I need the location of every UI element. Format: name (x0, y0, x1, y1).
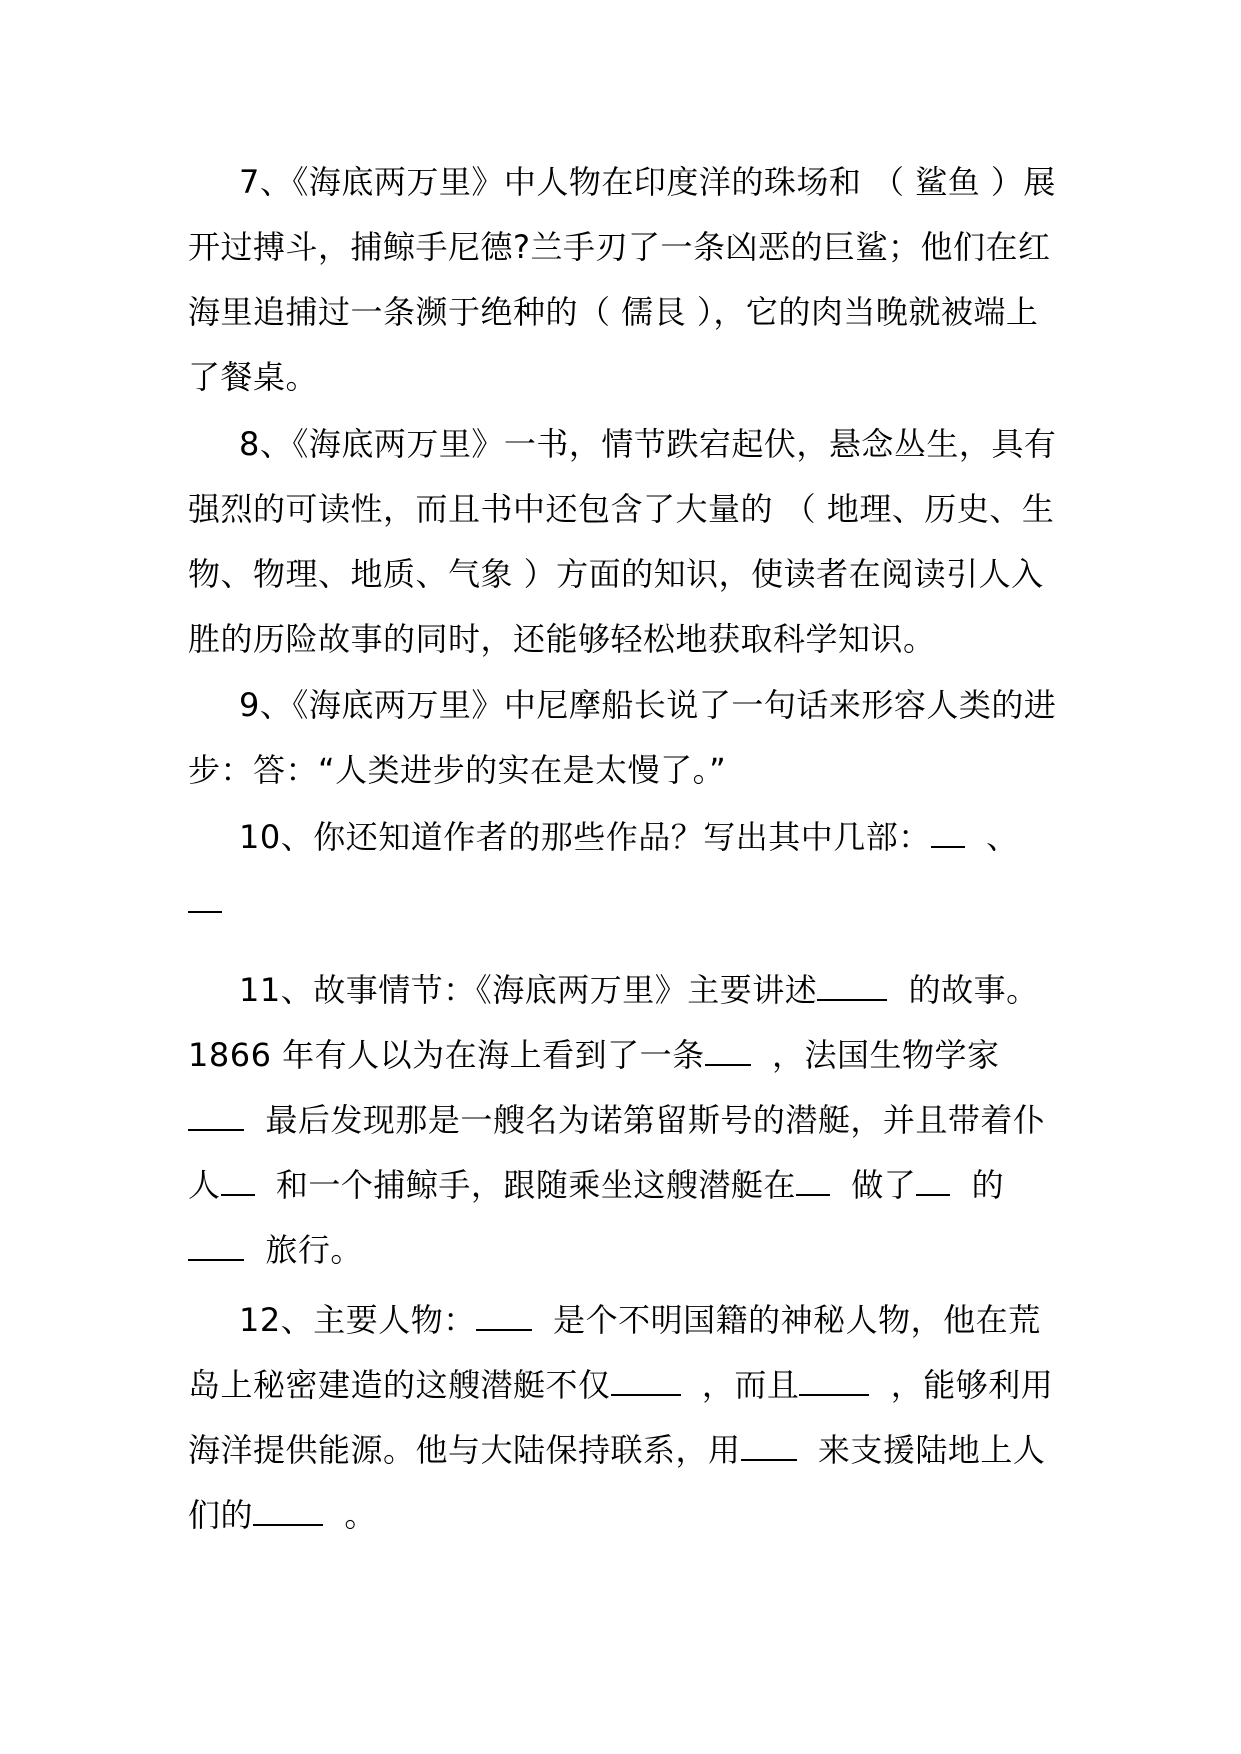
answer-blank (476, 1303, 532, 1331)
question-11-text: ，法国生物学家 (771, 1036, 1000, 1074)
answer-blank (188, 885, 222, 913)
answer-blank (188, 1103, 244, 1131)
answer-blank (931, 820, 965, 848)
question-12-text: ，而且 (701, 1366, 800, 1404)
question-11-text: 的故事。1866 年有人以为在海上看到了一条 (188, 971, 1039, 1074)
question-11-text: 最后发现那是一艘名为诺第留斯号的潜艇，并且带着仆人 (188, 1101, 1046, 1204)
answer-blank (916, 1168, 950, 1196)
answer-blank (799, 1368, 869, 1396)
question-11-text: 的 (971, 1166, 1005, 1204)
question-11-text: 11、故事情节：《海底两万里》主要讲述 (239, 971, 818, 1009)
question-11-text: 旅行。 (265, 1231, 363, 1269)
question-12-text: 是个不明国籍的神秘人物，他在荒岛上秘密建造的这艘潜艇不仅 (188, 1301, 1041, 1404)
question-10 (188, 805, 1068, 935)
question-12 (188, 1288, 1068, 1548)
question-11-text: 和一个捕鲸手，跟随乘坐这艘潜艇在 (275, 1166, 796, 1204)
answer-blank (221, 1168, 255, 1196)
answer-blank (188, 1233, 244, 1261)
question-11-text: 做了 (851, 1166, 917, 1204)
question-8: 8、《海底两万里》一书，情节跌宕起伏，悬念丛生，具有强烈的可读性，而且书中还包含了大量的 （ 地理、历史、生物、物理、地质、气象 ）方面的知识，使读者在阅读引人入胜的历险故事的同时，还能够轻松地获取科学知识。 (188, 425, 1057, 658)
answer-blank (253, 1498, 323, 1526)
answer-blank (741, 1433, 797, 1461)
question-12-text: 来支援陆地上人们的 (188, 1431, 1046, 1534)
question-12-text: 。 (344, 1496, 377, 1534)
answer-blank (611, 1368, 681, 1396)
answer-blank (705, 1038, 751, 1066)
question-7: 7、《海底两万里》中人物在印度洋的珠场和 （ 鲨鱼 ）展开过搏斗，捕鲸手尼德?兰手刃了一条凶恶的巨鲨；他们在红海里追捕过一条濒于绝种的（ 儒艮 ），它的肉当晚就被端上了餐桌。 (188, 163, 1056, 396)
question-12-text: 12、主要人物： (239, 1301, 476, 1339)
question-11 (188, 958, 1068, 1283)
question-9: 9、《海底两万里》中尼摩船长说了一句话来形容人类的进步：答：“人类进步的实在是太慢了。” (188, 686, 1057, 789)
question-10-text: 、 (986, 818, 1019, 856)
answer-blank (796, 1168, 830, 1196)
answer-blank (817, 973, 887, 1001)
question-10-text: 10、你还知道作者的那些作品？写出其中几部： (239, 818, 931, 856)
question-12-text: ，能够利用海洋提供能源。他与大陆保持联系，用 (188, 1366, 1054, 1469)
